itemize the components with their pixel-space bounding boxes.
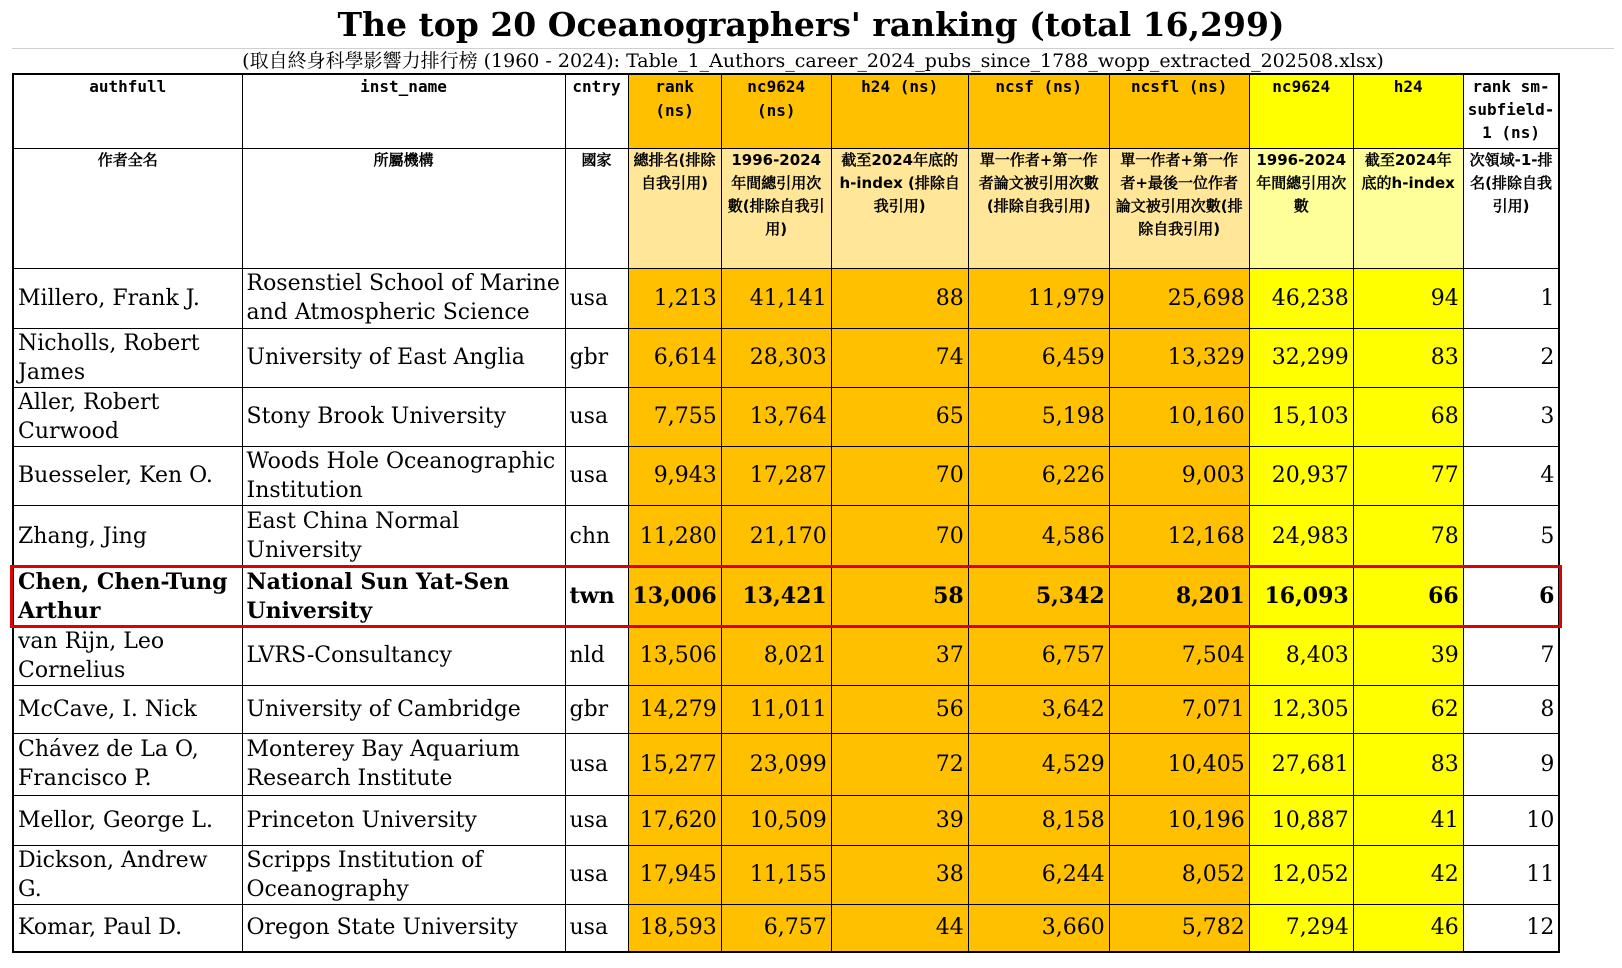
rank-ns-cell: 9,943 <box>628 446 721 505</box>
header-row-descriptions <box>13 148 1559 268</box>
institution-cell: Woods Hole Oceanographic Institution <box>242 446 565 505</box>
institution-cell: National Sun Yat-Sen University <box>242 567 565 626</box>
h24-cell: 83 <box>1353 733 1463 795</box>
h24-ns-cell: 58 <box>831 567 968 626</box>
nc9624-cell: 10,887 <box>1249 795 1353 845</box>
rank-ns-cell: 13,506 <box>628 626 721 685</box>
header-desc-rank: 總排名(排除自我引用) <box>628 148 721 268</box>
ncsf-ns-cell: 3,660 <box>968 904 1109 952</box>
subfield-rank-cell: 1 <box>1463 268 1559 328</box>
header-desc-country: 國家 <box>565 148 628 268</box>
table-row <box>13 626 1559 685</box>
institution-cell: Princeton University <box>242 795 565 845</box>
header-desc-subfield: 次領域-1-排名(排除自我引用) <box>1463 148 1559 268</box>
header-inst-name: inst_name <box>242 74 565 148</box>
header-desc-author: 作者全名 <box>13 148 242 268</box>
nc9624-ns-cell: 23,099 <box>721 733 831 795</box>
author-name-cell: McCave, I. Nick <box>13 685 242 733</box>
header-desc-h24-ns: 截至2024年底的h-index (排除自我引用) <box>831 148 968 268</box>
table-row <box>13 795 1559 845</box>
country-cell: gbr <box>565 685 628 733</box>
h24-cell: 62 <box>1353 685 1463 733</box>
subfield-rank-cell: 6 <box>1463 567 1559 626</box>
rank-ns-cell: 7,755 <box>628 387 721 446</box>
nc9624-cell: 20,937 <box>1249 446 1353 505</box>
header-h24: h24 <box>1353 74 1463 148</box>
h24-ns-cell: 56 <box>831 685 968 733</box>
h24-cell: 66 <box>1353 567 1463 626</box>
ncsfl-ns-cell: 13,329 <box>1109 328 1249 387</box>
ncsfl-ns-cell: 7,071 <box>1109 685 1249 733</box>
nc9624-cell: 12,052 <box>1249 845 1353 904</box>
nc9624-cell: 12,305 <box>1249 685 1353 733</box>
h24-ns-cell: 70 <box>831 505 968 567</box>
table-row <box>13 904 1559 952</box>
h24-cell: 94 <box>1353 268 1463 328</box>
ncsfl-ns-cell: 8,052 <box>1109 845 1249 904</box>
country-cell: gbr <box>565 328 628 387</box>
author-name-cell: Nicholls, Robert James <box>13 328 242 387</box>
rank-ns-cell: 15,277 <box>628 733 721 795</box>
author-name-cell: Dickson, Andrew G. <box>13 845 242 904</box>
rank-ns-cell: 14,279 <box>628 685 721 733</box>
nc9624-ns-cell: 21,170 <box>721 505 831 567</box>
h24-cell: 77 <box>1353 446 1463 505</box>
ncsf-ns-cell: 5,342 <box>968 567 1109 626</box>
rank-ns-cell: 17,945 <box>628 845 721 904</box>
subfield-rank-cell: 8 <box>1463 685 1559 733</box>
ranking-table <box>12 73 1560 953</box>
institution-cell: Oregon State University <box>242 904 565 952</box>
header-nc9624-ns: nc9624 (ns) <box>721 74 831 148</box>
header-authfull: authfull <box>13 74 242 148</box>
ncsf-ns-cell: 6,244 <box>968 845 1109 904</box>
ncsfl-ns-cell: 10,196 <box>1109 795 1249 845</box>
subfield-rank-cell: 4 <box>1463 446 1559 505</box>
header-desc-nc9624: 1996-2024年間總引用次數 <box>1249 148 1353 268</box>
nc9624-cell: 24,983 <box>1249 505 1353 567</box>
ncsfl-ns-cell: 12,168 <box>1109 505 1249 567</box>
nc9624-ns-cell: 10,509 <box>721 795 831 845</box>
author-name-cell: Chávez de La O, Francisco P. <box>13 733 242 795</box>
nc9624-cell: 16,093 <box>1249 567 1353 626</box>
h24-cell: 78 <box>1353 505 1463 567</box>
header-ncsfl-ns: ncsfl (ns) <box>1109 74 1249 148</box>
h24-cell: 83 <box>1353 328 1463 387</box>
country-cell: usa <box>565 387 628 446</box>
subfield-rank-cell: 12 <box>1463 904 1559 952</box>
h24-ns-cell: 44 <box>831 904 968 952</box>
nc9624-cell: 8,403 <box>1249 626 1353 685</box>
nc9624-ns-cell: 17,287 <box>721 446 831 505</box>
header-rank-sm-subfield: rank sm-subfield-1 (ns) <box>1463 74 1559 148</box>
h24-cell: 68 <box>1353 387 1463 446</box>
country-cell: usa <box>565 904 628 952</box>
ncsf-ns-cell: 6,757 <box>968 626 1109 685</box>
header-row-codes <box>13 74 1559 148</box>
author-name-cell: Millero, Frank J. <box>13 268 242 328</box>
country-cell: usa <box>565 845 628 904</box>
h24-ns-cell: 38 <box>831 845 968 904</box>
nc9624-cell: 27,681 <box>1249 733 1353 795</box>
page-subtitle: (取自終身科學影響力排行榜 (1960 - 2024): Table_1_Authors_career_2024_pubs_since_1788_wopp_extracted_202508.xlsx) <box>12 48 1614 73</box>
h24-ns-cell: 39 <box>831 795 968 845</box>
country-cell: twn <box>565 567 628 626</box>
country-cell: usa <box>565 446 628 505</box>
nc9624-ns-cell: 8,021 <box>721 626 831 685</box>
ncsf-ns-cell: 3,642 <box>968 685 1109 733</box>
header-desc-ncsfl: 單一作者+第一作者+最後一位作者論文被引用次數(排除自我引用) <box>1109 148 1249 268</box>
institution-cell: LVRS-Consultancy <box>242 626 565 685</box>
country-cell: usa <box>565 733 628 795</box>
ncsfl-ns-cell: 5,782 <box>1109 904 1249 952</box>
h24-cell: 46 <box>1353 904 1463 952</box>
header-ncsf-ns: ncsf (ns) <box>968 74 1109 148</box>
subfield-rank-cell: 9 <box>1463 733 1559 795</box>
table-row <box>13 387 1559 446</box>
header-desc-h24: 截至2024年底的h-index <box>1353 148 1463 268</box>
header-h24-ns: h24 (ns) <box>831 74 968 148</box>
header-desc-ncsf: 單一作者+第一作者論文被引用次數(排除自我引用) <box>968 148 1109 268</box>
page-title: The top 20 Oceanographers' ranking (total 16,299) <box>337 5 1285 44</box>
country-cell: chn <box>565 505 628 567</box>
table-row <box>13 268 1559 328</box>
nc9624-ns-cell: 11,155 <box>721 845 831 904</box>
nc9624-cell: 15,103 <box>1249 387 1353 446</box>
institution-cell: Monterey Bay Aquarium Research Institute <box>242 733 565 795</box>
rank-ns-cell: 11,280 <box>628 505 721 567</box>
nc9624-ns-cell: 6,757 <box>721 904 831 952</box>
table-row <box>13 685 1559 733</box>
subfield-rank-cell: 3 <box>1463 387 1559 446</box>
subfield-rank-cell: 11 <box>1463 845 1559 904</box>
header-desc-nc9624-ns: 1996-2024年間總引用次數(排除自我引用) <box>721 148 831 268</box>
table-row-highlighted <box>13 567 1559 626</box>
author-name-cell: Buesseler, Ken O. <box>13 446 242 505</box>
institution-cell: University of Cambridge <box>242 685 565 733</box>
nc9624-ns-cell: 11,011 <box>721 685 831 733</box>
institution-cell: Scripps Institution of Oceanography <box>242 845 565 904</box>
header-desc-institution: 所屬機構 <box>242 148 565 268</box>
nc9624-ns-cell: 13,421 <box>721 567 831 626</box>
header-rank-ns: rank (ns) <box>628 74 721 148</box>
table-row <box>13 733 1559 795</box>
ncsf-ns-cell: 4,529 <box>968 733 1109 795</box>
author-name-cell: Zhang, Jing <box>13 505 242 567</box>
h24-ns-cell: 65 <box>831 387 968 446</box>
institution-cell: East China Normal University <box>242 505 565 567</box>
nc9624-ns-cell: 13,764 <box>721 387 831 446</box>
author-name-cell: Mellor, George L. <box>13 795 242 845</box>
ncsf-ns-cell: 4,586 <box>968 505 1109 567</box>
subfield-rank-cell: 5 <box>1463 505 1559 567</box>
nc9624-cell: 32,299 <box>1249 328 1353 387</box>
ncsf-ns-cell: 5,198 <box>968 387 1109 446</box>
table-row <box>13 505 1559 567</box>
h24-cell: 41 <box>1353 795 1463 845</box>
nc9624-ns-cell: 28,303 <box>721 328 831 387</box>
ncsfl-ns-cell: 10,160 <box>1109 387 1249 446</box>
h24-ns-cell: 70 <box>831 446 968 505</box>
rank-ns-cell: 6,614 <box>628 328 721 387</box>
table-row <box>13 446 1559 505</box>
author-name-cell: Chen, Chen-Tung Arthur <box>13 567 242 626</box>
ncsfl-ns-cell: 25,698 <box>1109 268 1249 328</box>
country-cell: usa <box>565 268 628 328</box>
ncsf-ns-cell: 6,226 <box>968 446 1109 505</box>
institution-cell: University of East Anglia <box>242 328 565 387</box>
rank-ns-cell: 17,620 <box>628 795 721 845</box>
ncsf-ns-cell: 11,979 <box>968 268 1109 328</box>
header-nc9624: nc9624 <box>1249 74 1353 148</box>
institution-cell: Rosenstiel School of Marine and Atmospheric Science <box>242 268 565 328</box>
h24-cell: 39 <box>1353 626 1463 685</box>
nc9624-cell: 46,238 <box>1249 268 1353 328</box>
h24-ns-cell: 74 <box>831 328 968 387</box>
table-row <box>13 328 1559 387</box>
nc9624-ns-cell: 41,141 <box>721 268 831 328</box>
nc9624-cell: 7,294 <box>1249 904 1353 952</box>
rank-ns-cell: 18,593 <box>628 904 721 952</box>
subfield-rank-cell: 7 <box>1463 626 1559 685</box>
institution-cell: Stony Brook University <box>242 387 565 446</box>
rank-ns-cell: 13,006 <box>628 567 721 626</box>
ncsfl-ns-cell: 10,405 <box>1109 733 1249 795</box>
country-cell: usa <box>565 795 628 845</box>
h24-ns-cell: 37 <box>831 626 968 685</box>
author-name-cell: Aller, Robert Curwood <box>13 387 242 446</box>
table-row <box>13 845 1559 904</box>
author-name-cell: van Rijn, Leo Cornelius <box>13 626 242 685</box>
rank-ns-cell: 1,213 <box>628 268 721 328</box>
author-name-cell: Komar, Paul D. <box>13 904 242 952</box>
ncsf-ns-cell: 6,459 <box>968 328 1109 387</box>
h24-cell: 42 <box>1353 845 1463 904</box>
subfield-rank-cell: 10 <box>1463 795 1559 845</box>
ncsfl-ns-cell: 8,201 <box>1109 567 1249 626</box>
country-cell: nld <box>565 626 628 685</box>
h24-ns-cell: 72 <box>831 733 968 795</box>
ncsf-ns-cell: 8,158 <box>968 795 1109 845</box>
header-cntry: cntry <box>565 74 628 148</box>
subfield-rank-cell: 2 <box>1463 328 1559 387</box>
h24-ns-cell: 88 <box>831 268 968 328</box>
ncsfl-ns-cell: 7,504 <box>1109 626 1249 685</box>
ncsfl-ns-cell: 9,003 <box>1109 446 1249 505</box>
